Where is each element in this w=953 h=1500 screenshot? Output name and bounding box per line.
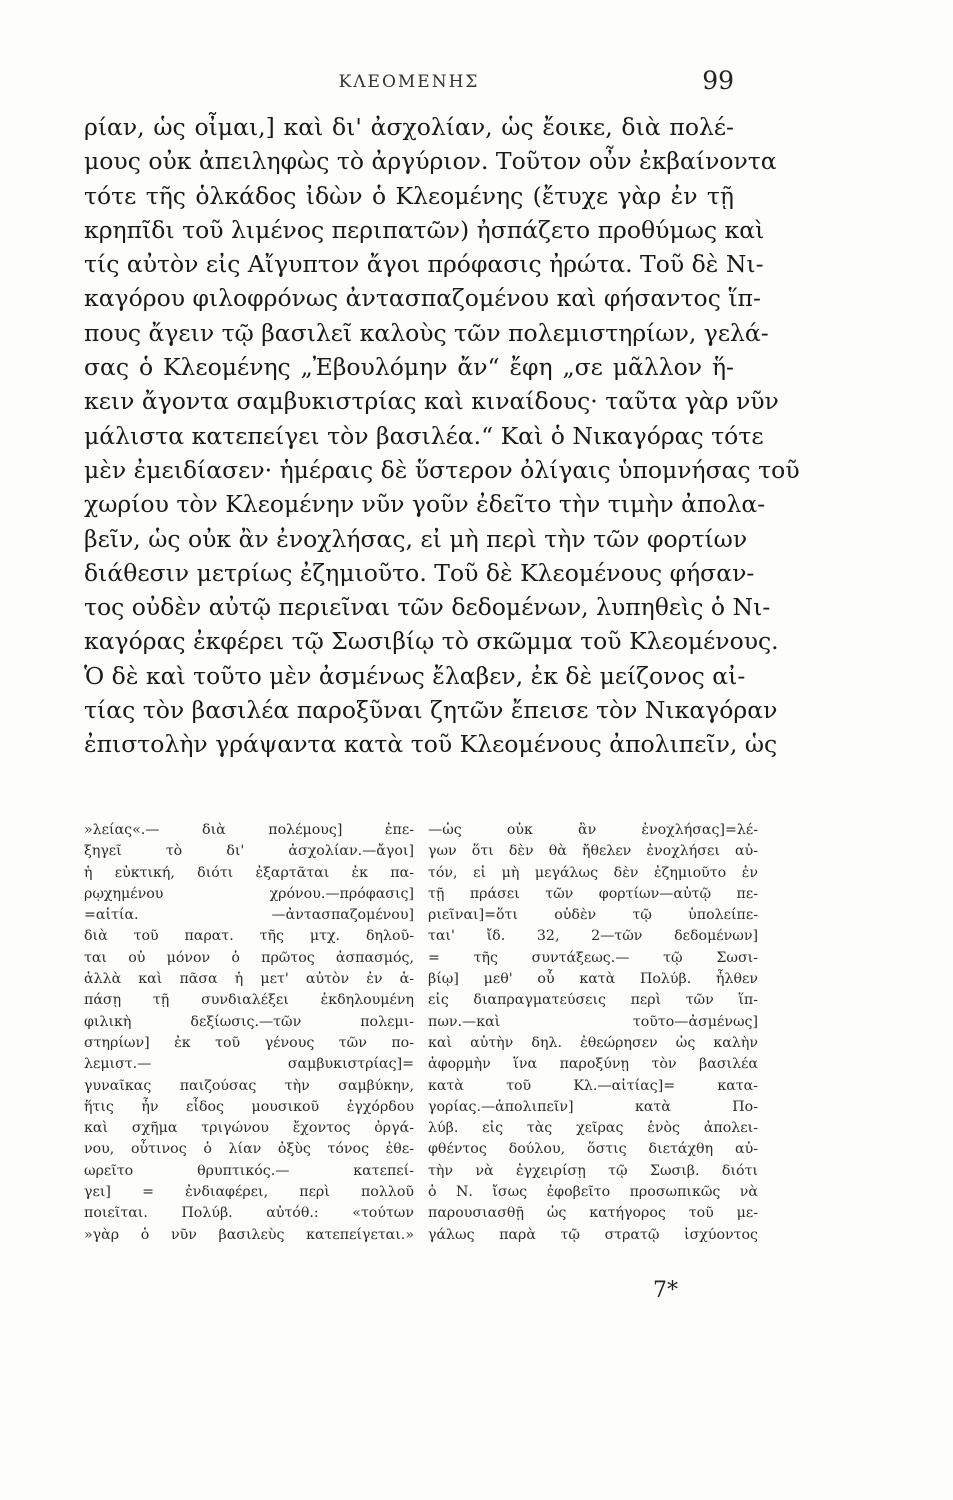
- note-line: —ὡς οὐκ ἂν ἐνοχλήσας]=λέ-: [428, 822, 758, 838]
- note-line: ωρεῖτο θρυπτικός.— κατεπεί-: [84, 1162, 414, 1179]
- note-line: διὰ τοῦ παρατ. τῆς μτχ. δηλοῦ-: [84, 928, 414, 945]
- text-line: καγόρας ἐκφέρει τῷ Σωσιβίῳ τὸ σκῶμμα τοῦ Κλεομένους.: [84, 627, 779, 656]
- note-line: φιλικὴ δεξίωσις.—τῶν πολεμι-: [84, 1013, 414, 1030]
- footnotes-left-column: [84, 820, 414, 1246]
- note-line: ται' ἴδ. 32, 2—τῶν δεδομένων]: [428, 928, 758, 945]
- note-line: πάσῃ τῇ συνδιαλέξει ἐκδηλουμένη: [84, 992, 414, 1009]
- text-line: διάθεσιν μετρίως ἐζημιοῦτο. Τοῦ δὲ Κλεομένους φήσαν-: [84, 558, 755, 587]
- note-line: εἰς διαπραγματεύσεις περὶ τῶν ἵπ-: [428, 992, 758, 1009]
- text-line: τος οὐδὲν αὐτῷ περιεῖναι τῶν δεδομένων, λυπηθεὶς ὁ Νι-: [84, 593, 771, 622]
- note-line: γων ὅτι δὲν θὰ ἤθελεν ἐνοχλήσει αὐ-: [428, 843, 758, 860]
- text-line: μάλιστα κατεπείγει τὸν βασιλέα.“ Καὶ ὁ Νικαγόρας τότε: [84, 421, 764, 450]
- text-line: μὲν ἐμειδίασεν· ἡμέραις δὲ ὕστερον ὀλίγαις ὑπομνήσας τοῦ: [84, 455, 800, 484]
- note-line: ἀλλὰ καὶ πᾶσα ἡ μετ' αὐτὸν ἐν ἁ-: [84, 971, 414, 988]
- footnotes: [84, 820, 770, 1280]
- text-line: πους ἄγειν τῷ βασιλεῖ καλοὺς τῶν πολεμιστηρίων, γελά-: [84, 318, 769, 347]
- note-line: γορίας.—ἀπολιπεῖν] κατὰ Πο-: [428, 1098, 758, 1115]
- note-line: γει] = ἐνδιαφέρει, περὶ πολλοῦ: [84, 1184, 414, 1201]
- note-line: νου, οὗτινος ὁ λίαν ὀξὺς τόνος ἐθε-: [84, 1141, 414, 1158]
- main-text: [84, 110, 800, 762]
- text-line: κρηπῖδι τοῦ λιμένος περιπατῶν) ἠσπάζετο προθύμως καὶ: [84, 215, 765, 244]
- note-line: »γὰρ ὁ νῦν βασιλεὺς κατεπείγεται.»: [84, 1226, 414, 1243]
- note-line: ἀφορμὴν ἵνα παροξύνῃ τὸν βασιλέα: [428, 1056, 758, 1073]
- note-line: γάλως παρὰ τῷ στρατῷ ἰσχύοντος: [428, 1226, 758, 1243]
- text-line: τίας τὸν βασιλέα παροξῦναι ζητῶν ἔπεισε τὸν Νικαγόραν: [84, 696, 778, 725]
- note-line: ριεῖναι]=ὅτι οὐδὲν τῷ ὑπολείπε-: [428, 907, 758, 924]
- page-number: 99: [702, 66, 734, 95]
- text-line: τότε τῆς ὁλκάδος ἰδὼν ὁ Κλεομένης (ἔτυχε γὰρ ἐν τῇ: [84, 181, 734, 210]
- text-line: χωρίου τὸν Κλεομένην νῦν γοῦν ἐδεῖτο τὴν τιμὴν ἀπολα-: [84, 490, 766, 519]
- text-line: κειν ἄγοντα σαμβυκιστρίας καὶ κιναίδους· ταῦτα γὰρ νῦν: [84, 387, 779, 416]
- text-line: ρίαν, ὡς οἶμαι,] καὶ δι' ἀσχολίαν, ὡς ἔοικε, διὰ πολέ-: [84, 113, 734, 141]
- text-line: καγόρου φιλοφρόνως ἀντασπαζομένου καὶ φήσαντος ἵπ-: [84, 284, 761, 313]
- note-line: καὶ σχῆμα τριγώνου ἔχοντος ὀργά-: [84, 1120, 414, 1137]
- note-line: τόν, εἰ μὴ μεγάλως δὲν ἐζημιοῦτο ἐν: [428, 864, 758, 881]
- note-line: βίῳ] μεθ' οὗ κατὰ Πολύβ. ἦλθεν: [428, 971, 758, 988]
- note-line: καὶ αὐτὴν δηλ. ἐθεώρησεν ὡς καλὴν: [428, 1034, 758, 1051]
- note-line: = τῆς συντάξεως.— τῷ Σωσι-: [428, 949, 758, 966]
- note-line: τῇ πράσει τῶν φορτίων—αὐτῷ πε-: [428, 885, 758, 902]
- note-line: πων.—καὶ τοῦτο—ἀσμένως]: [428, 1013, 758, 1030]
- note-line: ξηγεῖ τὸ δι' ἀσχολίαν.—ἄγοι]: [84, 843, 414, 860]
- text-line: μους οὐκ ἀπειληφὼς τὸ ἀργύριον. Τοῦτον οὖν ἐκβαίνοντα: [84, 147, 777, 176]
- note-line: λύβ. εἰς τὰς χεῖρας ἑνὸς ἀπολει-: [428, 1120, 758, 1137]
- note-line: »λείας«.— διὰ πολέμους] ἐπε-: [84, 822, 414, 838]
- note-line: κατὰ τοῦ Κλ.—αἰτίας]= κατα-: [428, 1077, 758, 1094]
- note-line: παρουσιασθῇ ὡς κατήγορος τοῦ με-: [428, 1205, 758, 1222]
- note-line: ται οὐ μόνον ὁ πρῶτος ἀσπασμός,: [84, 949, 414, 966]
- note-line: ποιεῖται. Πολύβ. αὐτόθ.: «τούτων: [84, 1205, 414, 1222]
- note-line: ἥτις ἦν εἶδος μουσικοῦ ἐγχόρδου: [84, 1098, 414, 1115]
- text-line: ἐπιστολὴν γράψαντα κατὰ τοῦ Κλεομένους ἀπολιπεῖν, ὡς: [84, 730, 778, 759]
- note-line: ἡ εὐκτική, διότι ἐξαρτᾶται ἐκ πα-: [84, 864, 414, 881]
- note-line: στηρίων] ἐκ τοῦ γένους τῶν πο-: [84, 1034, 414, 1051]
- note-line: ὁ Ν. ἴσως ἐφοβεῖτο προσωπικῶς νὰ: [428, 1184, 758, 1201]
- note-line: τὴν νὰ ἐγχειρίσῃ τῷ Σωσιβ. διότι: [428, 1162, 758, 1179]
- note-line: =αἰτία. —ἀντασπαζομένου]: [84, 907, 414, 924]
- note-line: λεμιστ.— σαμβυκιστρίας]=: [84, 1056, 414, 1073]
- footnotes-right-column: [428, 820, 758, 1246]
- text-line: Ὁ δὲ καὶ τοῦτο μὲν ἀσμένως ἔλαβεν, ἐκ δὲ μείζονος αἰ-: [84, 661, 746, 690]
- note-line: ρῳχημένου χρόνου.—πρόφασις]: [84, 885, 414, 902]
- signature-mark: 7*: [653, 1278, 678, 1303]
- text-line: σας ὁ Κλεομένης „Ἐβουλόμην ἄν“ ἔφη „σε μᾶλλον ἥ-: [84, 353, 734, 382]
- running-title: ΚΛΕΟΜΕΝΗΣ: [338, 72, 480, 92]
- note-line: γυναῖκας παιζούσας τὴν σαμβύκην,: [84, 1077, 414, 1094]
- running-head: [84, 66, 734, 96]
- text-line: τίς αὐτὸν εἰς Αἴγυπτον ἄγοι πρόφασις ἠρώτα. Τοῦ δὲ Νι-: [84, 250, 764, 279]
- note-line: φθέντος δούλου, ὅστις διετάχθη αὐ-: [428, 1141, 758, 1158]
- text-line: βεῖν, ὡς οὐκ ἂν ἐνοχλήσας, εἰ μὴ περὶ τὴν τῶν φορτίων: [84, 524, 748, 553]
